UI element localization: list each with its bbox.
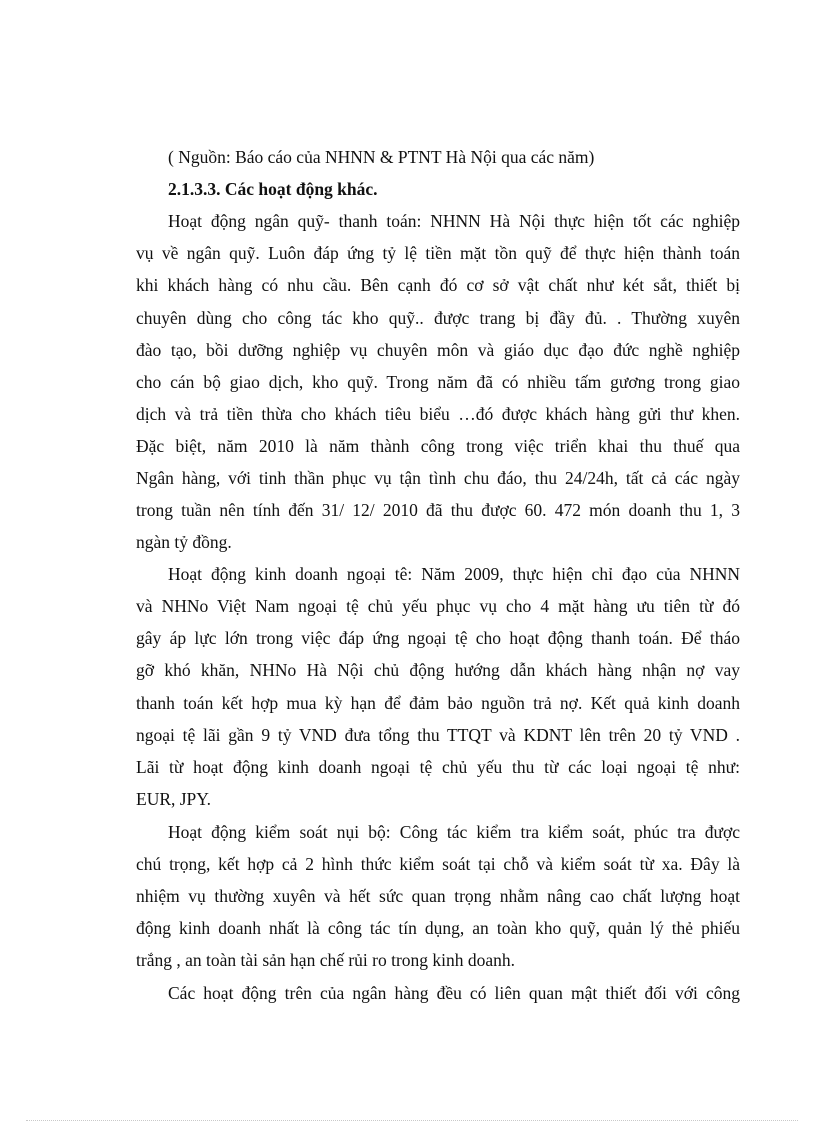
text-line: gây áp lực lớn trong việc đáp ứng ngoại tệ cho hoạt động thanh toán. Để tháo bbox=[136, 628, 740, 648]
text-line: ngàn tỷ đồng. bbox=[136, 532, 232, 552]
text-line: chú trọng, kết hợp cả 2 hình thức kiểm soát tại chỗ và kiểm soát từ xa. Đây là bbox=[136, 854, 740, 874]
text-line: trắng , an toàn tài sản hạn chế rủi ro trong kinh doanh. bbox=[136, 950, 516, 970]
text-line: Hoạt động kiểm soát nụi bộ: Công tác kiểm tra kiểm soát, phúc tra được bbox=[168, 822, 740, 842]
text-line: chuyên dùng cho công tác kho quỹ.. được trang bị đầy đủ. . Thường xuyên bbox=[136, 308, 740, 328]
text-line: EUR, JPY. bbox=[136, 789, 212, 809]
text-line: gỡ khó khăn, NHNo Hà Nội chủ động hướng dẫn khách hàng nhận nợ vay bbox=[136, 660, 740, 680]
text-line: dịch và trả tiền thừa cho khách tiêu biểu …đó được khách hàng gửi thư khen. bbox=[136, 404, 740, 424]
text-line: Lãi từ hoạt động kinh doanh ngoại tệ chủ yếu thu từ các loại ngoại tệ như: bbox=[136, 757, 740, 777]
text-line: vụ về ngân quỹ. Luôn đáp ứng tỷ lệ tiền mặt tồn quỹ để thực hiện thành toán bbox=[136, 243, 740, 263]
text-line: Đặc biệt, năm 2010 là năm thành công trong việc triển khai thu thuế qua bbox=[136, 436, 740, 456]
text-line: ngoại tệ lãi gần 9 tỷ VND đưa tổng thu TTQT và KDNT lên trên 20 tỷ VND . bbox=[136, 725, 740, 745]
source-note: ( Nguồn: Báo cáo của NHNN & PTNT Hà Nội qua các năm) bbox=[168, 147, 595, 167]
text-line: động kinh doanh nhất là công tác tín dụng, an toàn kho quỹ, quản lý thẻ phiếu bbox=[136, 918, 740, 938]
text-line: thanh toán kết hợp mua kỳ hạn để đảm bảo nguồn trả nợ. Kết quả kinh doanh bbox=[136, 693, 740, 713]
text-line: đào tạo, bồi dưỡng nghiệp vụ chuyên môn và giáo dục đạo đức nghề nghiệp bbox=[136, 340, 740, 360]
text-line: Ngân hàng, với tinh thần phục vụ tận tình chu đáo, thu 24/24h, tất cả các ngày bbox=[136, 468, 740, 488]
text-line: Hoạt động kinh doanh ngoại tê: Năm 2009, thực hiện chỉ đạo của NHNN bbox=[168, 564, 740, 584]
text-line: khi khách hàng có nhu cầu. Bên cạnh đó cơ sở vật chất như két sắt, thiết bị bbox=[136, 275, 740, 295]
text-line: Các hoạt động trên của ngân hàng đều có liên quan mật thiết đối với công bbox=[168, 983, 740, 1003]
text-line: cho cán bộ giao dịch, kho quỹ. Trong năm đã có nhiều tấm gương trong giao bbox=[136, 372, 740, 392]
text-line: trong tuần nên tính đến 31/ 12/ 2010 đã thu được 60. 472 món doanh thu 1, 3 bbox=[136, 500, 740, 520]
text-line: Hoạt động ngân quỹ- thanh toán: NHNN Hà Nội thực hiện tốt các nghiệp bbox=[168, 211, 740, 231]
text-line: và NHNo Việt Nam ngoại tệ chủ yếu phục vụ cho 4 mặt hàng ưu tiên từ đó bbox=[136, 596, 740, 616]
section-heading: 2.1.3.3. Các hoạt động khác. bbox=[168, 179, 378, 199]
page-bottom-rule bbox=[26, 1120, 798, 1121]
text-line: nhiệm vụ thường xuyên và hết sức quan trọng nhằm nâng cao chất lượng hoạt bbox=[136, 886, 740, 906]
